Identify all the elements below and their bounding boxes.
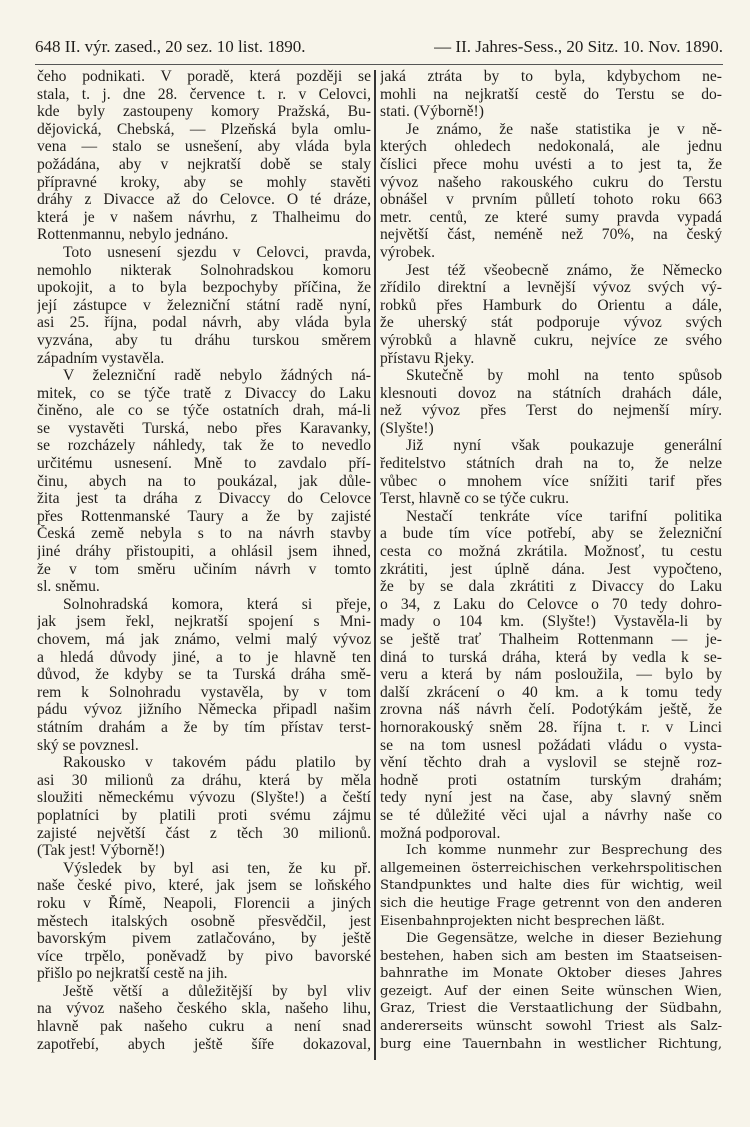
text-line: Toto usnesení sjezdu v Celovci, pravda,: [63, 243, 371, 261]
text-line: naše české pivo, které, jak jsem se loňského: [37, 877, 371, 895]
text-line: výrobek.: [380, 243, 435, 261]
paragraph: [380, 367, 722, 437]
text-line: zapotřebí, abych ještě šíře dokazoval,: [37, 1035, 371, 1053]
text-line: veru a která by nám posloužila, — bylo by: [380, 666, 722, 684]
text-line: obnášel v prvním půlletí tohoto roku 663: [380, 191, 722, 209]
text-line: nemohlo nikterak Solnohradskou komoru: [37, 261, 371, 279]
text-line: upokojit, a to byla bezpochyby příčina, že: [37, 279, 371, 297]
text-line: než vývoz přes Terst do nejmenší míry.: [380, 402, 722, 420]
paragraph: [380, 121, 722, 262]
text-line: Solnohradská komora, která si přeje,: [63, 595, 371, 613]
text-line: Terst, hlavně co se týče cukru.: [380, 490, 569, 508]
text-line: bahnrathe im Monate Oktober dieses Jahres: [380, 966, 722, 982]
text-line: vena — stalo se usnešení, aby vláda byla: [37, 138, 371, 156]
text-line: vývoz našeho rakouského cukru do Terstu: [380, 173, 722, 191]
text-line: výrobků a hlavně cukru, nejvíce ze svého: [380, 331, 722, 349]
column-divider: [374, 70, 376, 1060]
text-line: Die Gegensätze, welche in dieser Beziehung: [406, 931, 722, 947]
text-line: jak jsem řekl, nejkratší spojení s Mni-: [37, 613, 371, 631]
text-line: jiné dráhy přistoupiti, a ohlásil jsem ihned,: [37, 543, 371, 561]
paragraph: [37, 860, 371, 983]
text-line: Jest též všeobecně známo, že Německo: [406, 261, 722, 279]
text-line: bavorským pivem zatlačováno, by ještě: [37, 930, 371, 948]
right-column: [380, 68, 722, 1053]
text-line: že v tom směru učiním návrh v tomto: [37, 560, 371, 578]
text-line: Již nyní však poukazuje generální: [406, 437, 722, 455]
text-line: na vývoz našeho českého skla, našeho lihu,: [37, 1000, 371, 1018]
paragraph: [37, 596, 371, 754]
text-line: zrovna náš návrh čelí. Podotýkám ještě, že: [380, 701, 722, 719]
text-line: zřídilo direktní a levnější vývoz svých vý-: [380, 279, 722, 297]
text-line: klesnouti dovoz na státních drahách dále,: [380, 384, 722, 402]
text-line: o 34, z Laku do Celovce o 70 tedy dohro-: [380, 595, 722, 613]
text-line: burg eine Tauernbahn in westlicher Richtung,: [380, 1036, 722, 1052]
text-line: Česká země nebyla s to na návrh stavby: [37, 525, 371, 543]
text-line: se ještě trať Thalheim Rottenmann — je-: [380, 631, 722, 648]
text-line: poplatníci by platili proti svému zájmu: [37, 806, 371, 824]
paragraph: [37, 68, 371, 244]
text-line: mohli na nejkratší cestě do Terstu se do-: [380, 85, 722, 103]
text-line: asi 30 milionů za dráhu, která by měla: [37, 771, 371, 789]
text-line: kterých ohledech nedokonalá, ale jednu: [380, 138, 722, 156]
text-line: důvod, že kdyby se ta Turská dráha smě-: [37, 666, 371, 684]
text-line: se rozcházely náhledy, tak že to nevedlo: [37, 437, 371, 455]
text-line: západním vystavěla.: [37, 349, 165, 367]
text-line: žita jest ta dráha z Divaccy do Celovce: [37, 490, 371, 508]
text-line: se na tom usnesl požádati vládu o vysta-: [380, 736, 722, 754]
text-line: Skutečně by mohl na tento spůsob: [406, 367, 722, 385]
text-line: vůbec o mnohem více snížiti tarif přes: [380, 472, 722, 490]
text-line: Ještě větší a důležitější by byl vliv: [63, 982, 371, 1000]
text-line: cesta co možná zkrátila. Možnosť, tu cestu: [380, 543, 722, 561]
text-line: se vystavěti Turská, nebo přes Karavanky,: [37, 419, 371, 437]
text-line: se té důležité věci ujal a návrhy naše co: [380, 806, 722, 824]
paragraph: [380, 437, 722, 507]
text-line: hornorakouský sněm 28. října t. r. v Linci: [380, 718, 722, 736]
text-line: že by se dala zkrátiti z Divaccy do Laku: [380, 578, 722, 596]
text-line: přes Rottenmanské Taury a že by zajisté: [37, 507, 371, 525]
text-line: dráhy z Divacce až do Celovce. O té dráze,: [37, 191, 371, 209]
header-rule: [35, 64, 723, 65]
text-line: V železniční radě nebylo žádných ná-: [63, 367, 371, 385]
text-line: mady o 104 km. (Slyšte!) Vystavěla-li by: [380, 613, 722, 631]
text-line: největší část, neméně než 70%, na český: [380, 226, 722, 244]
text-line: městech italských osobně přesvědčil, jest: [37, 912, 371, 930]
text-line: pádu vývoz jižního Německa připadl našim: [37, 701, 371, 719]
text-line: určitému usnesení. Mně to zavdalo pří-: [37, 455, 371, 473]
text-line: více trpělo, poněvadž by pivo bavorské: [37, 947, 371, 965]
text-line: stala, t. j. dne 28. července t. r. v Celovci,: [37, 85, 371, 103]
text-line: vyzvána, aby tu dráhu turskou směrem: [37, 331, 371, 349]
text-line: Rottenmannu, nebylo jednáno.: [37, 226, 229, 244]
text-line: činu, abych na to poukázal, jak důle-: [37, 472, 371, 490]
text-line: jaká ztráta by to byla, kdybychom ne-: [380, 68, 722, 85]
text-line: Eisenbahnprojekten nicht besprechen läßt.: [380, 913, 665, 929]
paragraph: [380, 262, 722, 368]
text-line: ředitelstvo státních drah na to, že nelze: [380, 455, 722, 473]
text-line: rem k Solnohradu vystavěla, by v tom: [37, 683, 371, 701]
paragraph: [380, 930, 722, 1053]
paragraph: [37, 983, 371, 1053]
left-column: [37, 68, 371, 1053]
text-line: chovem, má jak známo, velmi malý vývoz: [37, 631, 371, 648]
text-line: kde byly zastoupeny komory Pražská, Bu-: [37, 103, 371, 121]
header-german: — II. Jahres-Sess., 20 Sitz. 10. Nov. 1890.: [434, 37, 723, 56]
text-line: stati. (Výborně!): [380, 103, 484, 121]
text-line: Standpunktes und halte dies für wichtig, weil: [380, 878, 722, 894]
text-line: Je známo, že naše statistika je v ně-: [406, 120, 722, 138]
text-line: metr. centů, ze které sumy pravda vypadá: [380, 208, 722, 226]
paragraph: [37, 754, 371, 860]
text-line: gezeigt. Auf der einen Seite wünschen Wien,: [380, 983, 722, 999]
text-line: která je v našem návrhu, z Thalheimu do: [37, 208, 371, 226]
text-line: čeho podnikati. V poradě, která později se: [37, 68, 371, 85]
text-line: Výsledek by byl asi ten, že ku př.: [63, 859, 371, 877]
text-line: přípravné kroky, aby se mohly stavěti: [37, 173, 371, 191]
paragraph: [37, 244, 371, 367]
text-line: činěno, ale co se týče ostatních drah, má-li: [37, 402, 371, 420]
paragraph: [380, 842, 722, 930]
paragraph: [380, 508, 722, 842]
text-line: tedy nyní jest na čase, aby slavný sněm: [380, 789, 722, 807]
running-header: [35, 37, 723, 59]
text-line: zajisté největší část z těch 30 milionů.: [37, 824, 371, 842]
text-line: zkrátiti, jest úplně dána. Jest vypočteno,: [380, 560, 722, 578]
paragraph: [380, 68, 722, 121]
text-line: dějovická, Chebská, — Plzeňská byla omlu-: [37, 120, 371, 138]
text-line: přístavu Rjeky.: [380, 349, 475, 367]
paragraph: [37, 367, 371, 596]
text-line: andererseits wünscht sowohl Triest als Salz-: [380, 1019, 722, 1035]
text-line: roku v Římě, Neapoli, Florencii a jiných: [37, 894, 371, 912]
text-line: allgemeinen österreichischen verkehrspolitischen: [380, 860, 722, 876]
text-line: hodně proti ostatním turským drahám;: [380, 771, 722, 789]
text-line: možná podporoval.: [380, 824, 501, 842]
text-line: přišlo po nejkratší cestě na jih.: [37, 965, 228, 983]
text-line: vění těchto drah a vyslovil se stejně roz-: [380, 754, 722, 772]
text-line: a bude tím více potřebí, aby se železniční: [380, 525, 722, 543]
text-line: mitek, co se týče tratě z Divaccy do Laku: [37, 384, 371, 402]
text-line: diná to turská dráha, která by vedla k se-: [380, 648, 722, 666]
text-line: (Tak jest! Výborně!): [37, 842, 165, 860]
text-line: asi 25. října, podal návrh, aby vláda byla: [37, 314, 371, 332]
text-line: a hledá důvody jiné, a to je hlavně ten: [37, 648, 371, 666]
header-czech: 648 II. výr. zased., 20 sez. 10 list. 1890.: [35, 37, 306, 56]
text-line: hlavně pak našeho cukru a není snad: [37, 1018, 371, 1036]
text-line: sich die heutige Frage getrennt von den anderen: [380, 895, 722, 911]
text-line: bestehen, haben sich am besten im Staatseisen-: [380, 948, 722, 964]
text-line: Rakousko v takovém pádu platilo by: [63, 754, 371, 772]
text-line: sl. sněmu.: [37, 578, 100, 596]
text-line: Nestačí tenkráte více tarifní politika: [406, 507, 722, 525]
text-line: sloužiti německému vývozu (Slyšte!) a čeští: [37, 789, 371, 807]
text-line: Ich komme nunmehr zur Besprechung des: [406, 843, 722, 859]
text-line: Graz, Triest die Verstaatlichung der Südbahn,: [380, 1001, 722, 1017]
text-line: její zástupce v železniční státní radě nyní,: [37, 296, 371, 314]
text-line: robků přes Hamburk do Orientu a dále,: [380, 296, 722, 314]
text-line: ský se povznesl.: [37, 736, 139, 754]
text-line: státním drahám a že by tím přístav terst-: [37, 718, 371, 736]
text-line: požádána, aby v nejkratší době se staly: [37, 155, 371, 173]
text-line: že uherský stát podporuje vývoz svých: [380, 314, 722, 332]
text-line: další zkrácení o 40 km. a k tomu tedy: [380, 683, 722, 701]
text-line: číslici přece mohu uvésti a to jest ta, že: [380, 155, 722, 173]
text-line: (Slyšte!): [380, 419, 434, 437]
